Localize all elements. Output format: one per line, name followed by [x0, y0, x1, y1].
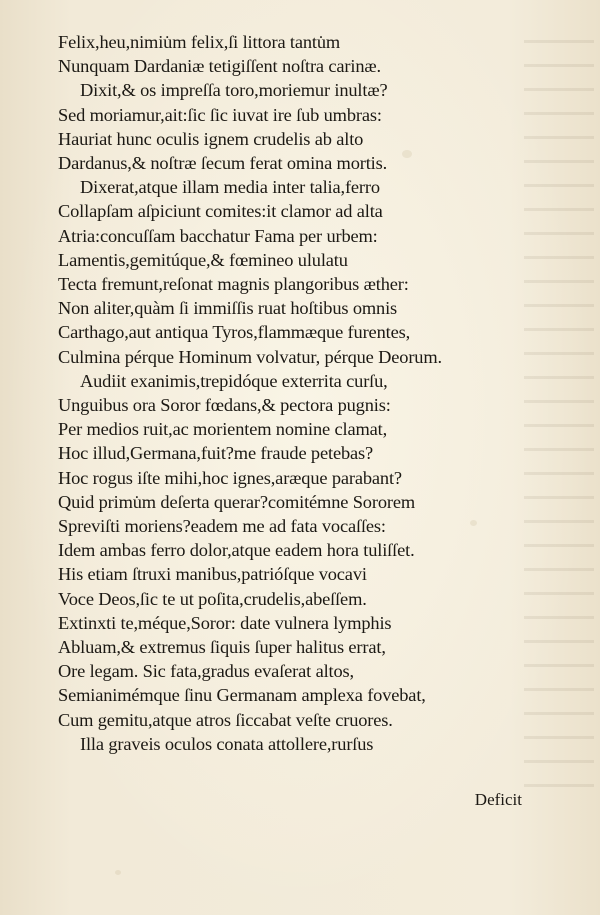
verse-line: Hauriat hunc oculis ignem crudelis ab alto	[58, 128, 364, 149]
foxing-spot	[115, 870, 121, 875]
verse-line: Dixit,& os impreſſa toro,moriemur inultæ?	[80, 80, 388, 101]
verse-line: Semianimémque ſinu Germanam amplexa fovebat,	[58, 685, 426, 706]
verse-line: Dixerat,atque illam media inter talia,ferro	[80, 177, 380, 198]
verse-line: Quid primu̇m deſerta querar?comitémne Sororem	[58, 491, 416, 512]
verse-line: Non aliter,quàm ſi immiſſis ruat hoſtibus omnis	[58, 298, 398, 319]
catchword: Deficit	[474, 790, 522, 809]
verse-line: Per medios ruit,ac morientem nomine clamat,	[58, 419, 388, 440]
verse-line: Spreviſti moriens?eadem me ad fata vocaſſes:	[58, 516, 386, 537]
verse-line: Hoc illud,Germana,fuit?me fraude petebas?	[58, 443, 374, 464]
verse-line: Sed moriamur,ait:ſic ſic iuvat ire ſub umbras:	[58, 104, 382, 125]
verse-line: Unguibus ora Soror fœdans,& pectora pugnis:	[58, 395, 391, 416]
verse-line: Illa graveis oculos conata attollere,rurſus	[80, 733, 374, 754]
verse-line: Abluam,& extremus ſiquis ſuper halitus errat,	[58, 637, 386, 658]
verse-line: Lamentis,gemitúque,& fœmineo ululatu	[58, 249, 348, 270]
verse-line: Dardanus,& noſtræ ſecum ferat omina mortis.	[58, 153, 388, 174]
verse-block	[58, 30, 558, 756]
verse-line: Audiit exanimis,trepidóque exterrita curſu,	[80, 370, 388, 391]
verse-line: Ore legam. Sic fata,gradus evaſerat altos,	[58, 661, 354, 682]
verse-line: Collapſam aſpiciunt comites:it clamor ad alta	[58, 201, 383, 222]
verse-line: Idem ambas ferro dolor,atque eadem hora tuliſſet.	[58, 540, 415, 561]
verse-line: Culmina pérque Hominum volvatur, pérque Deorum.	[58, 346, 442, 367]
verse-line: His etiam ſtruxi manibus,patrióſque vocavi	[58, 564, 367, 585]
verse-line: Atria:concuſſam bacchatur Fama per urbem:	[58, 225, 378, 246]
verse-line: Voce Deos,ſic te ut poſita,crudelis,abeſſem.	[58, 588, 367, 609]
verse-line: Felix,heu,nimiu̇m felix,ſi littora tantu̇m	[58, 32, 341, 52]
verse-line: Extinxti te,méque,Soror: date vulnera lymphis	[58, 612, 392, 633]
verse-line: Tecta fremunt,reſonat magnis plangoribus æther:	[58, 274, 409, 295]
verse-line: Carthago,aut antiqua Tyros,flammæque furentes,	[58, 322, 411, 343]
verse-line: Hoc rogus iſte mihi,hoc ignes,aræque parabant?	[58, 467, 402, 488]
verse-line: Cum gemitu,atque atros ſiccabat veſte cruores.	[58, 709, 393, 730]
verse-line: Nunquam Dardaniæ tetigiſſent noſtra carinæ.	[58, 56, 381, 77]
